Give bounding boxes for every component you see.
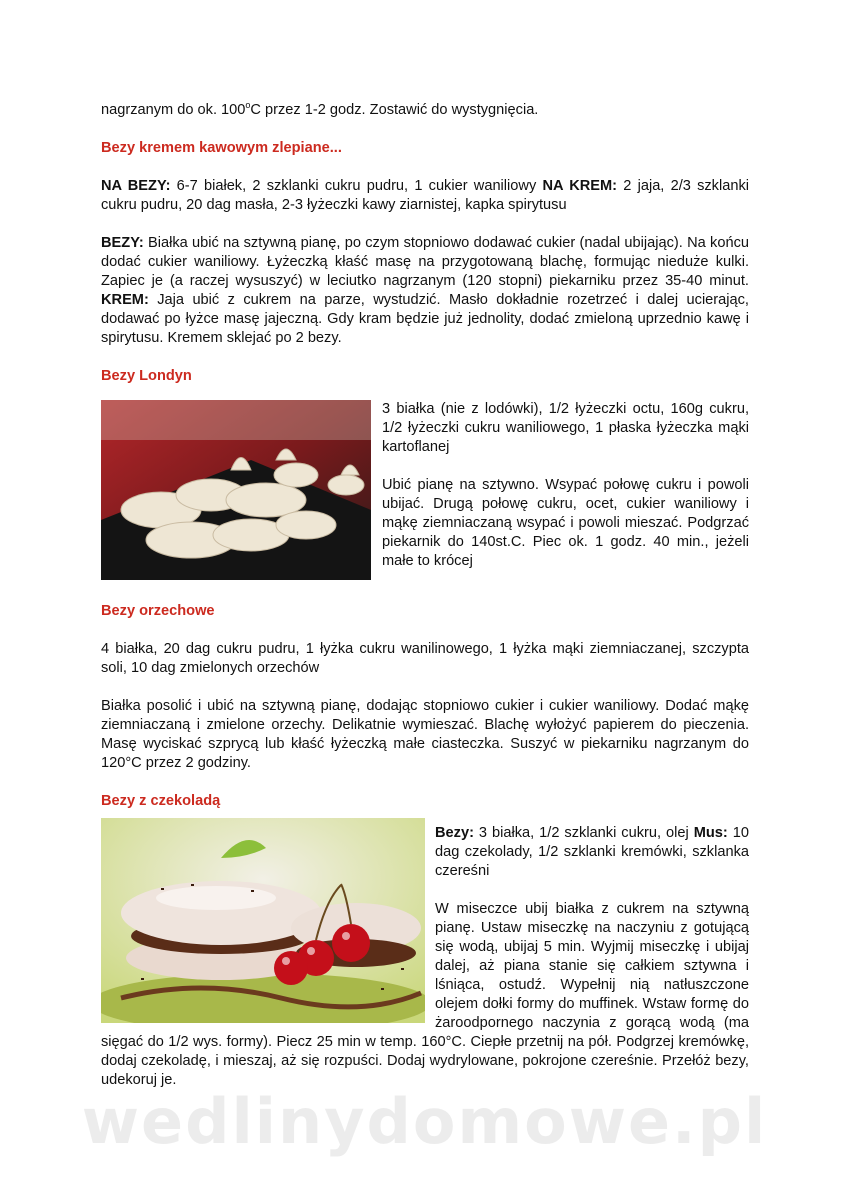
s1-ing-text2: 2 jaja, 2/3 szklanki cukru pudru, 20 dag masła, 2-3 łyżeczki kawy ziarnistej, kapka spirytusu xyxy=(101,177,749,213)
label-mus: Mus: xyxy=(693,824,728,841)
s3-preparation: Białka posolić i ubić na sztywną pianę, dodając stopniowo cukier i cukier waniliowy. Dodać mąkę ziemniaczaną i zmielone orzechy. Delikatnie wymieszać. Blachę wyłożyć papierem do pieczenia. Masę wyciskać szprycą lub kłaść łyżeczką małe ciasteczka. Suszyć w piekarniku nagrzanym do 120°C przez 2 godziny. xyxy=(101,697,749,771)
watermark: wedlinydomowe.pl xyxy=(81,1085,768,1158)
s4-ing-text: 3 białka, 1/2 szklanki cukru, olej xyxy=(473,824,694,841)
intro-line xyxy=(101,96,749,120)
s2-ingredients: 3 białka (nie z lodówki), 1/2 łyżeczki octu, 160g cukru, 1/2 łyżeczki cukru waniliowego, 1 płaska łyżeczka mąki kartoflanej xyxy=(382,400,749,455)
label-na-krem: NA KREM: xyxy=(542,177,618,194)
s1-ingredients xyxy=(101,177,749,215)
s1-prep-text2: Jaja ubić z cukrem na parze, wystudzić. Masło dokładnie rozetrzeć i dalej ucierając, dodawać po łyżce masę jajeczną. Gdy kram będzie już jednolity, dodać zmieloną uprzednio kawę i spirytusu. Kremem sklejać po 2 bezy. xyxy=(101,291,749,346)
intro-text: nagrzanym do ok. 100 xyxy=(101,101,246,118)
s4-ing-text2: 10 dag czekolady, 1/2 szklanki kremówki, szklanka czereśni xyxy=(435,824,749,879)
s4-preparation: W miseczce ubij białka z cukrem na sztywną pianę. Ustaw miseczkę na naczyniu z gotującą się wodą, ubijaj 5 min. Wyjmij miseczkę i ubijaj dalej, aż piana stanie się całkiem sztywna i lśniąca, ostudź. Wypełnij nią natłuszczone olejem dołki formy do muffinek. Wstaw formę do żaroodpornego naczynia z gorącą wodą (ma sięgać do 1/2 wys. formy). Piecz 25 min w temp. 160°C. Ciepłe przetnij na pół. Podgrzej kremówkę, dodaj czekoladę, i mieszaj, aż się rozpuści. Dodaj wydrylowane, pokrojone czereśnie. Przełóż bezy, udekoruj je. xyxy=(101,900,749,1088)
document-page xyxy=(101,96,749,1090)
heading-bezy-londyn: Bezy Londyn xyxy=(101,367,192,384)
meringue-photo xyxy=(101,400,371,580)
degree-sup: o xyxy=(245,100,251,110)
chocolate-meringue-photo xyxy=(101,818,425,1023)
s1-preparation xyxy=(101,234,749,348)
label-na-bezy: NA BEZY: xyxy=(101,177,171,194)
s3-ingredients: 4 białka, 20 dag cukru pudru, 1 łyżka cukru wanilinowego, 1 łyżka mąki ziemniaczanej, szczypta soli, 10 dag zmielonych orzechów xyxy=(101,640,749,676)
intro-text-end: C przez 1-2 godz. Zostawić do wystygnięcia. xyxy=(250,101,539,118)
heading-bezy-orzechowe: Bezy orzechowe xyxy=(101,602,215,619)
s1-prep-text: Białka ubić na sztywną pianę, po czym stopniowo dodawać cukier (nadal ubijając). Na końcu dodać cukier waniliowy. Łyżeczką kłaść masę na przygotowaną blachę, formując nieduże kulki. Zapiec je (a raczej wysuszyć) w leciutko nagrzanym (120 stopni) piekarniku przez 35-40 minut. xyxy=(101,234,749,289)
label-bezy-2: Bezy: xyxy=(435,824,474,841)
s2-preparation: Ubić pianę na sztywno. Wsypać połowę cukru i powoli ubijać. Drugą połowę cukru, ocet, cukier waniliowy i mąkę ziemniaczaną wsypać i powoli mieszać. Podgrzać piekarnik do 140st.C. Piec ok. 1 godz. 40 min., jeżeli małe to krócej xyxy=(382,476,749,569)
label-krem: KREM: xyxy=(101,291,149,308)
s1-ing-text: 6-7 białek, 2 szklanki cukru pudru, 1 cukier waniliowy xyxy=(170,177,543,194)
label-bezy: BEZY: xyxy=(101,234,144,251)
heading-bezy-z-czekolada: Bezy z czekoladą xyxy=(101,792,221,809)
heading-bezy-kremem: Bezy kremem kawowym zlepiane... xyxy=(101,139,342,156)
